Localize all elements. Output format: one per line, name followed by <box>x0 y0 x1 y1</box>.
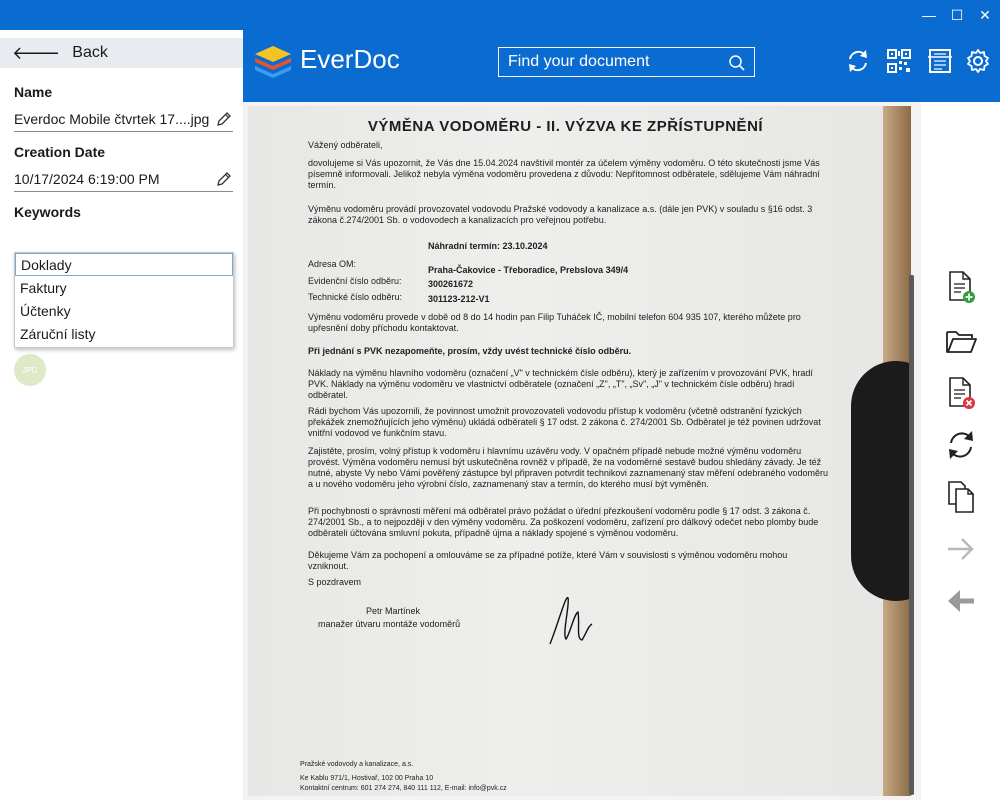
close-button[interactable]: ✕ <box>979 6 991 23</box>
copy-icon[interactable] <box>945 480 977 514</box>
doc-title: VÝMĚNA VODOMĚRU - II. VÝZVA KE ZPŘÍSTUPNĚNÍ <box>367 118 764 135</box>
doc-footer-address: Ke Kablu 971/1, Hostivař, 102 00 Praha 10 <box>300 775 434 782</box>
keyword-option-doklady[interactable]: Doklady <box>15 253 233 276</box>
name-value: Everdoc Mobile čtvrtek 17....jpg <box>14 110 210 127</box>
vertical-scrollbar[interactable] <box>909 275 914 795</box>
minimize-button[interactable]: — <box>922 7 936 23</box>
search-placeholder: Find your document <box>508 53 650 70</box>
doc-paragraph-3: Výměnu vodoměru provede v době od 8 do 14 hodin pan Filip Tuháček IČ, mobilní telefon 604 935 107, kterého můžete pro upřesnění doby příchodu kontaktovat. <box>308 312 801 333</box>
doc-evid-label: Evidenční číslo odběru: <box>308 276 402 286</box>
pencil-icon[interactable] <box>215 110 233 128</box>
doc-replacement-date: Náhradní termín: 23.10.2024 <box>428 241 548 251</box>
keyword-option-uctenky[interactable]: Účtenky <box>20 302 71 319</box>
keywords-dropdown[interactable] <box>14 252 234 348</box>
back-label: Back <box>72 44 108 61</box>
back-arrow-icon: 🡐 <box>12 43 61 63</box>
keywords-label: Keywords <box>14 204 81 220</box>
name-label: Name <box>14 84 53 100</box>
barcode-scan-icon[interactable] <box>927 48 953 74</box>
doc-footer-company: Pražské vodovody a kanalizace, a.s. <box>300 761 414 768</box>
doc-paragraph-7: Zajistěte, prosím, volný přístup k vodoměru i hlavnímu uzávěru vody. V opačném případě nebude možné výměnu vodoměru provést. Výměna vodoměru nemusí být uskutečněna rovněž v případě, že na vodoměrné sestavě budou shledány závady. Je též nutné, abyste Vy nebo Vámi pověřený zástupce byl připraven potvrdit technikovi zaznamenaný stav měření odebraného vodoměru a u nového vodoměru jeho výrobní číslo, zaznamenaný stav a termín, do kterého musí být vyměněn. <box>308 446 828 489</box>
doc-paragraph-6: Rádi bychom Vás upozornili, že povinnost umožnit provozovateli vodovodu přístup k vodoměru (včetně odstranění fyzických překážek znemožňujících jeho výměnu) ukládá odběrateli § 17 odst. 2 zákona č. 274/2001 Sb. Odběratel je též povinen udržovat vnitřní vodovod ve funkčním stavu. <box>308 406 821 438</box>
keyword-option-zarucni-listy[interactable]: Záruční listy <box>20 325 96 342</box>
pencil-icon[interactable] <box>215 170 233 188</box>
search-icon[interactable] <box>728 54 746 72</box>
open-folder-icon[interactable] <box>945 324 977 358</box>
keyword-option-faktury[interactable]: Faktury <box>20 279 67 296</box>
doc-closing: S pozdravem <box>308 577 362 587</box>
background-object <box>851 361 911 601</box>
qr-code-icon[interactable] <box>886 48 912 74</box>
document-image <box>248 106 911 796</box>
rotate-icon[interactable] <box>945 428 977 462</box>
maximize-button[interactable]: ☐ <box>950 6 964 23</box>
name-field[interactable] <box>14 106 233 132</box>
signature-image <box>544 584 604 654</box>
doc-signer-name: Petr Martínek <box>366 606 421 616</box>
document-toolbar <box>921 102 1000 800</box>
search-input[interactable] <box>498 47 755 77</box>
add-document-icon[interactable] <box>945 270 977 304</box>
doc-tech-label: Technické číslo odběru: <box>308 292 403 302</box>
doc-paragraph-9: Děkujeme Vám za pochopení a omlouváme se za případné potíže, které Vám v souvislosti s výměnou vodoměru mohou vzniknout. <box>308 550 788 571</box>
title-bar <box>0 0 1000 30</box>
brand-name: EverDoc <box>300 44 400 74</box>
doc-paragraph-8: Při pochybnosti o správnosti měření má odběratel právo požádat o úřední přezkoušení vodoměru podle § 17 odst. 3 zákona č. 274/2001 Sb., a to nejpozději v den výměny vodoměru. Za poškození vodoměru, zařízení pro dálkový odečet nebo plomby bude odběrateli účtována smluvní pokuta, případně újma a náklady spojené s výměnou vodoměru. <box>308 506 819 538</box>
creation-date-field[interactable] <box>14 166 233 192</box>
sync-icon[interactable] <box>845 48 871 74</box>
doc-paragraph-1: dovolujeme si Vás upozornit, že Vás dne 15.04.2024 navštívil montér za účelem výměny vodoměru. O této skutečnosti jsme Vás písemně informovali. Jelikož nebyla výměna vodoměru provedena z důvodu: Nepřítomnost odběratele, sdělujeme Vám náhradní termín. <box>308 158 820 190</box>
document-viewer[interactable] <box>243 102 921 800</box>
doc-footer-contact: Kontaktní centrum: 601 274 274, 840 111 112, E-mail: info@pvk.cz <box>300 785 507 792</box>
doc-paragraph-2: Výměnu vodoměru provádí provozovatel vodovodu Pražské vodovody a kanalizace a.s. (dále jen PVK) v souladu s §16 odst. 3 zákona č.274/2001 Sb. o vodovodech a kanalizacích pro veřejnou potřebu. <box>308 204 813 225</box>
back-button[interactable] <box>0 38 243 68</box>
properties-panel <box>0 30 243 800</box>
doc-address-label: Adresa OM: <box>308 259 357 269</box>
doc-signer-role: manažer útvaru montáže vodoměrů <box>318 619 461 629</box>
doc-paragraph-4: Při jednání s PVK nezapomeňte, prosím, vždy uvést technické číslo odběru. <box>308 346 632 356</box>
next-arrow-icon[interactable] <box>945 532 977 566</box>
everdoc-logo <box>253 44 293 78</box>
creation-date-value: 10/17/2024 6:19:00 PM <box>14 170 160 187</box>
app-header <box>243 30 1000 102</box>
doc-address-value: Praha-Čakovice - Třeboradice, Prebslova 349/4 <box>428 265 629 275</box>
delete-document-icon[interactable] <box>945 376 977 410</box>
gear-icon[interactable] <box>965 48 991 74</box>
doc-evid-value: 300261672 <box>428 279 474 289</box>
file-type-badge: JPG <box>14 354 46 386</box>
previous-arrow-icon[interactable] <box>945 584 977 618</box>
creation-date-label: Creation Date <box>14 144 106 160</box>
doc-tech-value: 301123-212-V1 <box>428 294 490 304</box>
doc-greeting: Vážený odběrateli, <box>308 140 383 150</box>
doc-paragraph-5: Náklady na výměnu hlavního vodoměru (označení „V" v technickém čísle odběru), který je zařízením v provozování PVK, hradí PVK. Náklady na výměnu vodoměru ve vlastnictví odběratele (označení „Z", „T", „Sv", „J" v technickém čísle odběru) hradí odběratel. <box>308 368 813 400</box>
